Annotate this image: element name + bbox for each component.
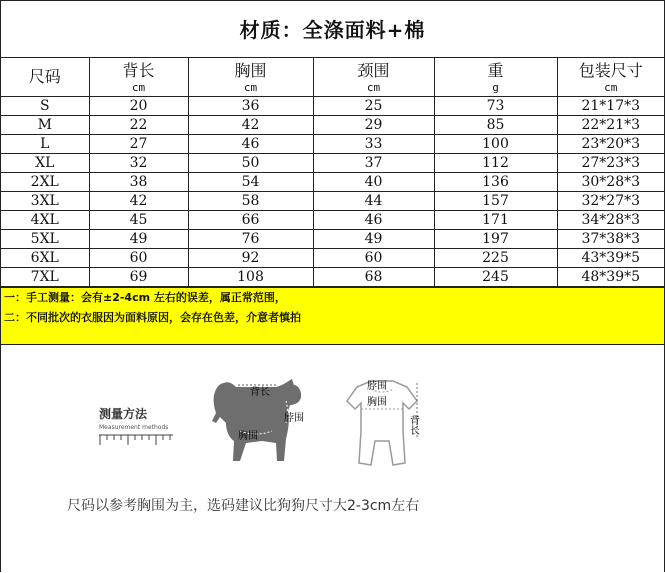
cell-size: S [1,97,89,116]
cell-neck: 60 [313,249,434,268]
cell-weight: 197 [434,230,557,249]
table-row [1,116,664,135]
table-row [1,249,664,268]
cell-package-size: 22*21*3 [557,116,664,135]
note-line: 二：不同批次的衣服因为面料原因，会存在色差，介意者慎拍 [4,311,301,324]
shirt-label-back: 背长 [407,415,419,435]
notes-banner [1,287,664,345]
cell-size: XL [1,154,89,173]
header-chest: 胸围 cm [188,58,313,97]
cell-size: 3XL [1,192,89,211]
cell-neck: 33 [313,135,434,154]
cell-neck: 68 [313,268,434,287]
cell-package-size: 34*28*3 [557,211,664,230]
table-row [1,192,664,211]
dog-label-chest: 胸围 [238,431,258,442]
table-row [1,154,664,173]
size-table [1,58,664,287]
pet-clothes-icon [333,379,443,471]
shirt-diagram [333,379,443,475]
cell-weight: 136 [434,173,557,192]
dog-label-back: 背长 [250,387,270,398]
cell-chest: 42 [188,116,313,135]
cell-size: 5XL [1,230,89,249]
header-weight: 重 g [434,58,557,97]
cell-size: 6XL [1,249,89,268]
measurement-method [99,405,179,446]
header-size: 尺码 [1,58,89,97]
cell-weight: 112 [434,154,557,173]
cell-package-size: 23*20*3 [557,135,664,154]
cell-neck: 29 [313,116,434,135]
cell-chest: 92 [188,249,313,268]
dog-label-neck: 脖围 [284,413,304,424]
cell-neck: 49 [313,230,434,249]
cell-back-length: 38 [89,173,188,192]
table-row [1,268,664,287]
table-row [1,97,664,116]
cell-weight: 73 [434,97,557,116]
cell-neck: 40 [313,173,434,192]
cell-neck: 25 [313,97,434,116]
table-row [1,173,664,192]
table-row [1,211,664,230]
dog-silhouette-icon [206,377,306,467]
cell-weight: 85 [434,116,557,135]
method-title: 测量方法 [99,407,148,421]
cell-chest: 108 [188,268,313,287]
cell-chest: 36 [188,97,313,116]
cell-back-length: 60 [89,249,188,268]
header-package-size: 包装尺寸 cm [557,58,664,97]
cell-size: M [1,116,89,135]
shirt-label-chest: 胸围 [367,397,387,408]
cell-package-size: 48*39*5 [557,268,664,287]
cell-neck: 44 [313,192,434,211]
cell-chest: 46 [188,135,313,154]
cell-size: 2XL [1,173,89,192]
cell-neck: 37 [313,154,434,173]
cell-package-size: 27*23*3 [557,154,664,173]
cell-neck: 46 [313,211,434,230]
cell-back-length: 42 [89,192,188,211]
cell-chest: 66 [188,211,313,230]
cell-back-length: 20 [89,97,188,116]
note-line: 一：手工测量：会有±2-4cm 左右的误差，属正常范围， [4,291,286,304]
dog-diagram [206,377,306,471]
cell-back-length: 27 [89,135,188,154]
cell-weight: 225 [434,249,557,268]
cell-back-length: 45 [89,211,188,230]
cell-size: L [1,135,89,154]
size-advice: 尺码以参考胸围为主，选码建议比狗狗尺寸大2-3cm左右 [67,498,420,514]
table-row [1,135,664,154]
cell-package-size: 43*39*5 [557,249,664,268]
cell-chest: 50 [188,154,313,173]
cell-package-size: 30*28*3 [557,173,664,192]
cell-chest: 54 [188,173,313,192]
shirt-label-neck: 脖围 [367,381,387,392]
cell-weight: 157 [434,192,557,211]
header-back-length: 背长 cm [89,58,188,97]
cell-back-length: 69 [89,268,188,287]
cell-package-size: 21*17*3 [557,97,664,116]
table-row [1,230,664,249]
cell-package-size: 32*27*3 [557,192,664,211]
cell-weight: 100 [434,135,557,154]
cell-package-size: 37*38*3 [557,230,664,249]
cell-chest: 58 [188,192,313,211]
header-neck: 颈围 cm [313,58,434,97]
cell-back-length: 22 [89,116,188,135]
table-header-row [1,58,664,97]
cell-size: 4XL [1,211,89,230]
measurement-section [1,345,664,573]
cell-chest: 76 [188,230,313,249]
material-title: 材质：全涤面料+棉 [1,1,664,58]
cell-weight: 245 [434,268,557,287]
ruler-icon [99,434,173,446]
cell-back-length: 32 [89,154,188,173]
cell-size: 7XL [1,268,89,287]
cell-weight: 171 [434,211,557,230]
method-subtitle: Measurement methods [99,424,169,431]
cell-back-length: 49 [89,230,188,249]
